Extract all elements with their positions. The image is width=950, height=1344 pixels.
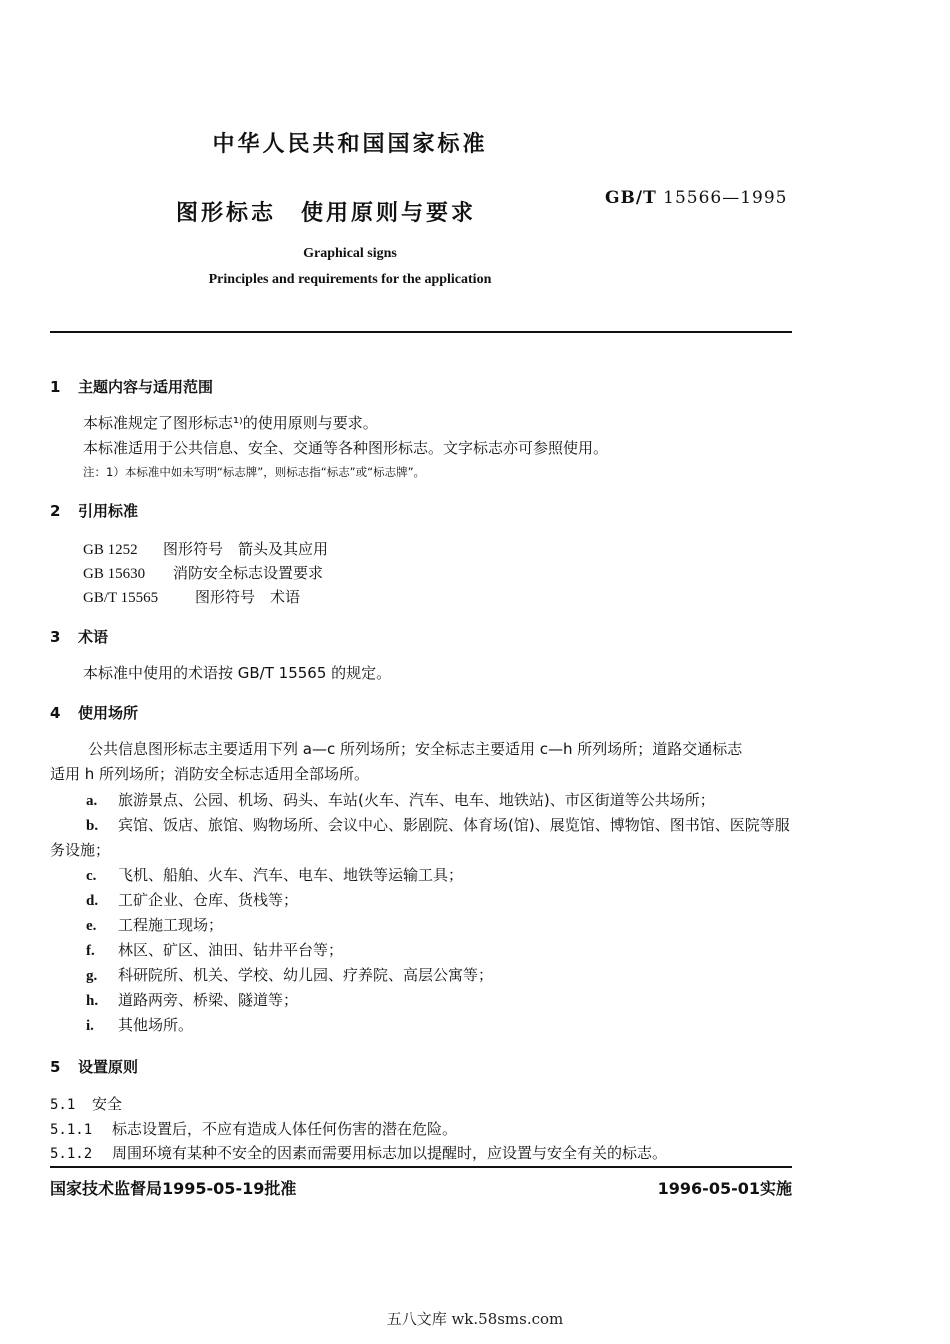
section-5-heading <box>50 1056 138 1077</box>
standard-prefix: GB/T <box>605 188 657 208</box>
section-1-heading <box>50 376 213 397</box>
section-title: 引用标准 <box>78 502 139 520</box>
list-item <box>86 989 298 1010</box>
list-item <box>86 814 790 835</box>
standard-code: 15566—1995 <box>663 188 788 208</box>
list-item <box>86 914 223 935</box>
subclause-text: 周围环境有某种不安全的因素而需要用标志加以提醒时，应设置与安全有关的标志。 <box>112 1144 668 1162</box>
reference-code: GB 15630 <box>83 566 146 582</box>
list-item-text: 工程施工现场； <box>118 916 224 934</box>
document-title: 图形标志 使用原则与要求 <box>176 201 477 226</box>
header-divider <box>50 331 792 333</box>
list-item-text: 其他场所。 <box>118 1016 194 1034</box>
section-title: 使用场所 <box>78 704 139 722</box>
subclause-number: 5.1 <box>50 1097 76 1113</box>
list-item-label: a. <box>86 793 98 809</box>
section-1-note: 注：1）本标准中如未写明“标志牌”，则标志指“标志”或“标志牌”。 <box>83 465 426 479</box>
list-item-label: b. <box>86 818 99 834</box>
approval-line: 国家技术监督局1995-05-19批准 <box>50 1179 297 1198</box>
list-item-text: 林区、矿区、油田、钻井平台等； <box>118 941 344 959</box>
section-4-heading <box>50 702 138 723</box>
list-item-label: c. <box>86 868 97 884</box>
section-3-heading <box>50 626 108 647</box>
reference-item <box>83 562 323 583</box>
list-item-label: i. <box>86 1018 94 1034</box>
section-3-para: 本标准中使用的术语按 GB/T 15565 的规定。 <box>83 664 392 682</box>
reference-title: 图形符号 箭头及其应用 <box>163 540 329 558</box>
section-title: 术语 <box>78 628 109 646</box>
list-item-text: 道路两旁、桥梁、隧道等； <box>118 991 299 1009</box>
section-1-para-1: 本标准规定了图形标志¹⁾的使用原则与要求。 <box>83 414 378 432</box>
subclause-text: 标志设置后，不应有造成人体任何伤害的潜在危险。 <box>112 1120 458 1138</box>
list-item-label: d. <box>86 893 99 909</box>
list-item-text: 旅游景点、公园、机场、码头、车站(火车、汽车、电车、地铁站)、市区街道等公共场所； <box>118 791 715 809</box>
national-standard-title: 中华人民共和国国家标准 <box>212 132 488 157</box>
subclause <box>50 1142 667 1163</box>
list-item <box>86 789 715 810</box>
subclause <box>50 1118 457 1139</box>
list-item-text: 务设施； <box>50 841 111 859</box>
list-item-text: 工矿企业、仓库、货栈等； <box>118 891 299 909</box>
section-1-para-2: 本标准适用于公共信息、安全、交通等各种图形标志。文字标志亦可参照使用。 <box>83 439 609 457</box>
list-item <box>86 939 343 960</box>
reference-item <box>83 586 300 607</box>
english-title-line1: Graphical signs <box>303 246 397 261</box>
standard-number <box>605 188 788 208</box>
list-item <box>86 889 298 910</box>
watermark: 五八文库 wk.58sms.com <box>386 1310 564 1328</box>
list-item-text: 飞机、船舶、火车、汽车、电车、地铁等运输工具； <box>118 866 464 884</box>
subclause-text: 安全 <box>92 1095 123 1113</box>
list-item-continuation <box>50 839 110 860</box>
section-title: 设置原则 <box>78 1058 139 1076</box>
reference-code: GB 1252 <box>83 542 138 558</box>
footer-divider <box>50 1166 792 1168</box>
effective-date: 1996-05-01实施 <box>657 1179 792 1198</box>
section-number: 2 <box>50 502 61 520</box>
reference-title: 图形符号 术语 <box>195 588 301 606</box>
subclause-number: 5.1.1 <box>50 1122 93 1138</box>
english-title-line2: Principles and requirements for the application <box>208 272 492 287</box>
section-number: 3 <box>50 628 61 646</box>
list-item-text: 科研院所、机关、学校、幼儿园、疗养院、高层公寓等； <box>118 966 494 984</box>
section-number: 5 <box>50 1058 61 1076</box>
list-item-label: e. <box>86 918 97 934</box>
section-number: 1 <box>50 378 61 396</box>
section-title: 主题内容与适用范围 <box>78 378 214 396</box>
list-item-label: h. <box>86 993 99 1009</box>
section-4-intro-line-2: 适用 h 所列场所；消防安全标志适用全部场所。 <box>50 765 370 783</box>
reference-code: GB/T 15565 <box>83 590 159 606</box>
list-item-label: g. <box>86 968 98 984</box>
subclause-number: 5.1.2 <box>50 1146 93 1162</box>
section-number: 4 <box>50 704 61 722</box>
list-item <box>86 864 463 885</box>
reference-item <box>83 538 328 559</box>
list-item-text: 宾馆、饭店、旅馆、购物场所、会议中心、影剧院、体育场(馆)、展览馆、博物馆、图书馆、医院等服 <box>118 816 790 834</box>
reference-title: 消防安全标志设置要求 <box>173 564 324 582</box>
list-item <box>86 1014 193 1035</box>
list-item-label: f. <box>86 943 95 959</box>
section-2-heading <box>50 500 138 521</box>
section-4-intro-line-1: 公共信息图形标志主要适用下列 a—c 所列场所；安全标志主要适用 c—h 所列场所；道路交通标志 <box>88 740 743 758</box>
list-item <box>86 964 493 985</box>
subclause <box>50 1093 122 1114</box>
